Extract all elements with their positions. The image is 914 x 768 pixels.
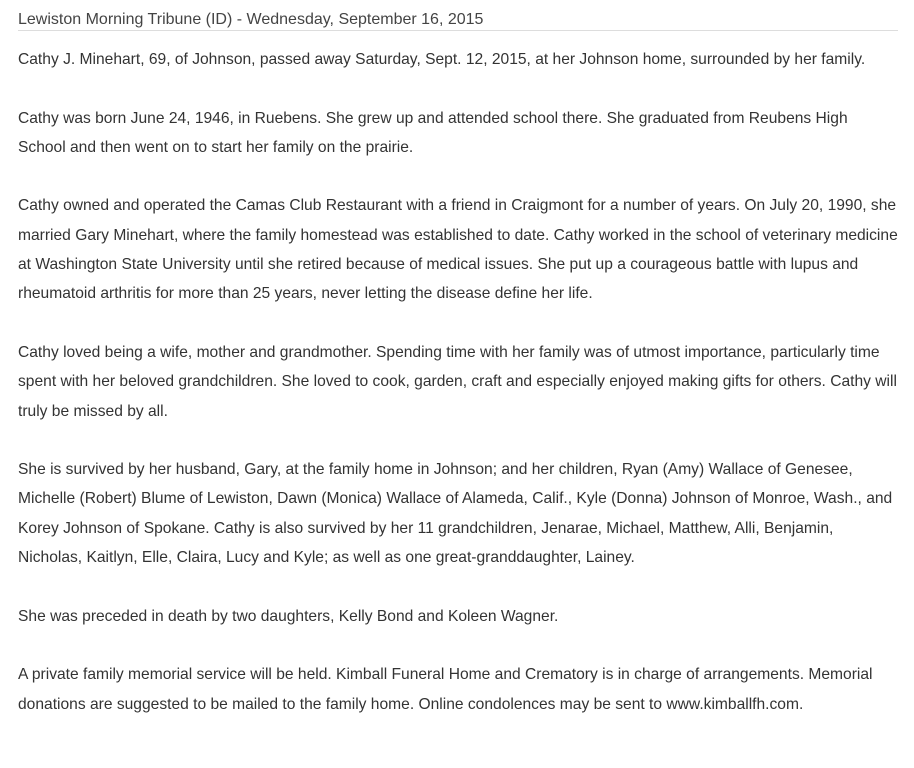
obituary-paragraph-preceded: She was preceded in death by two daughters, Kelly Bond and Koleen Wagner. (18, 607, 559, 625)
source-header: Lewiston Morning Tribune (ID) - Wednesday, September 16, 2015 (18, 0, 898, 31)
obituary-paragraph-survivors: She is survived by her husband, Gary, at the family home in Johnson; and her children, Ryan (Amy) Wallace of Genesee, Michelle (Robert) Blume of Lewiston, Dawn (Monica) Wallace of Alameda, Calif., Kyle (Donna) Johnson of Monroe, Wash., and Korey Johnson of Spokane. Cathy is also survived by her 11 grandchildren, Jenarae, Michael, Matthew, Alli, Benjamin, Nicholas, Kaitlyn, Elle, Claira, Lucy and Kyle; as well as one great-granddaughter, Lainey. (18, 461, 893, 567)
obituary-paragraph-family-life: Cathy loved being a wife, mother and grandmother. Spending time with her family was of utmost importance, particularly time spent with her beloved grandchildren. She loved to cook, garden, craft and especially enjoyed making gifts for others. Cathy will truly be missed by all. (18, 343, 897, 420)
obituary-paragraph-early-life: Cathy was born June 24, 1946, in Ruebens. She grew up and attended school there. She graduated from Reubens High School and then went on to start her family on the prairie. (18, 109, 848, 156)
obituary-paragraph-career: Cathy owned and operated the Camas Club Restaurant with a friend in Craigmont for a number of years. On July 20, 1990, she married Gary Minehart, where the family homestead was established to date. Cathy worked in the school of veterinary medicine at Washington State University until she retired because of medical issues. She put up a courageous battle with lupus and rheumatoid arthritis for more than 25 years, never letting the disease define her life. (18, 197, 898, 303)
obituary-paragraph-services: A private family memorial service will be held. Kimball Funeral Home and Crematory is in charge of arrangements. Memorial donations are suggested to be mailed to the family home. Online condolences may be sent to www.kimballfh.com. (18, 666, 873, 713)
obituary-paragraph-death-notice: Cathy J. Minehart, 69, of Johnson, passed away Saturday, Sept. 12, 2015, at her Johnson home, surrounded by her family. (18, 51, 866, 68)
obituary-body (18, 45, 898, 719)
